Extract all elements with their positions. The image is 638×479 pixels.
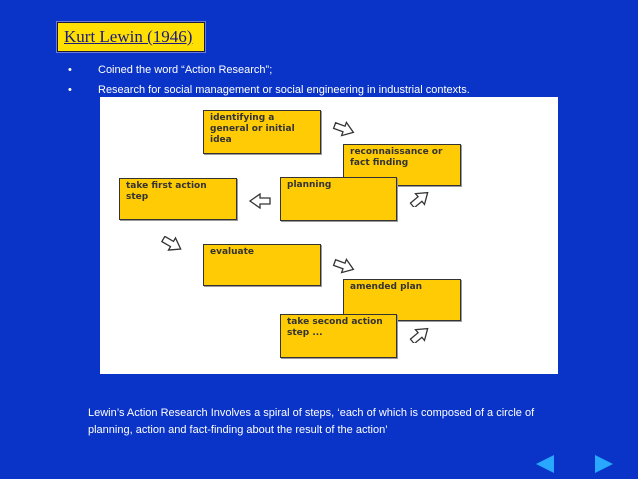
bullet-icon: • — [68, 84, 72, 96]
arrow-right-down-icon — [332, 258, 356, 274]
step-box-amended-plan: amended plan — [343, 279, 461, 321]
next-slide-button[interactable] — [595, 455, 613, 473]
step-box-reconnaissance: reconnaissance or fact finding — [343, 144, 461, 186]
arrow-right-down-icon — [160, 236, 184, 252]
step-box-planning: planning — [280, 177, 397, 221]
slide-caption: Lewin’s Action Research Involves a spiral of steps, ‘each of which is composed of a circle of planning, action and fact-finding about the result of the action’ — [88, 407, 535, 436]
action-research-spiral-diagram — [100, 97, 558, 374]
step-box-identifying-idea: identifying a general or initial idea — [203, 110, 321, 154]
bullet-text: Research for social management or social engineering in industrial contexts. — [98, 84, 470, 96]
bullet-icon: • — [68, 64, 72, 76]
step-box-first-action: take first action step — [119, 178, 237, 220]
step-box-evaluate: evaluate — [203, 244, 321, 286]
arrow-up-right-icon — [408, 191, 432, 207]
bullet-text: Coined the word “Action Research”; — [98, 64, 273, 76]
arrow-left-icon — [248, 193, 272, 209]
slide-title: Kurt Lewin (1946) — [57, 22, 205, 52]
bullet-list — [68, 60, 470, 100]
arrow-right-down-icon — [332, 121, 356, 137]
arrow-up-right-icon — [408, 327, 432, 343]
bullet-item — [68, 60, 470, 80]
step-box-second-action: take second action step ... — [280, 314, 397, 358]
previous-slide-button[interactable] — [536, 455, 554, 473]
